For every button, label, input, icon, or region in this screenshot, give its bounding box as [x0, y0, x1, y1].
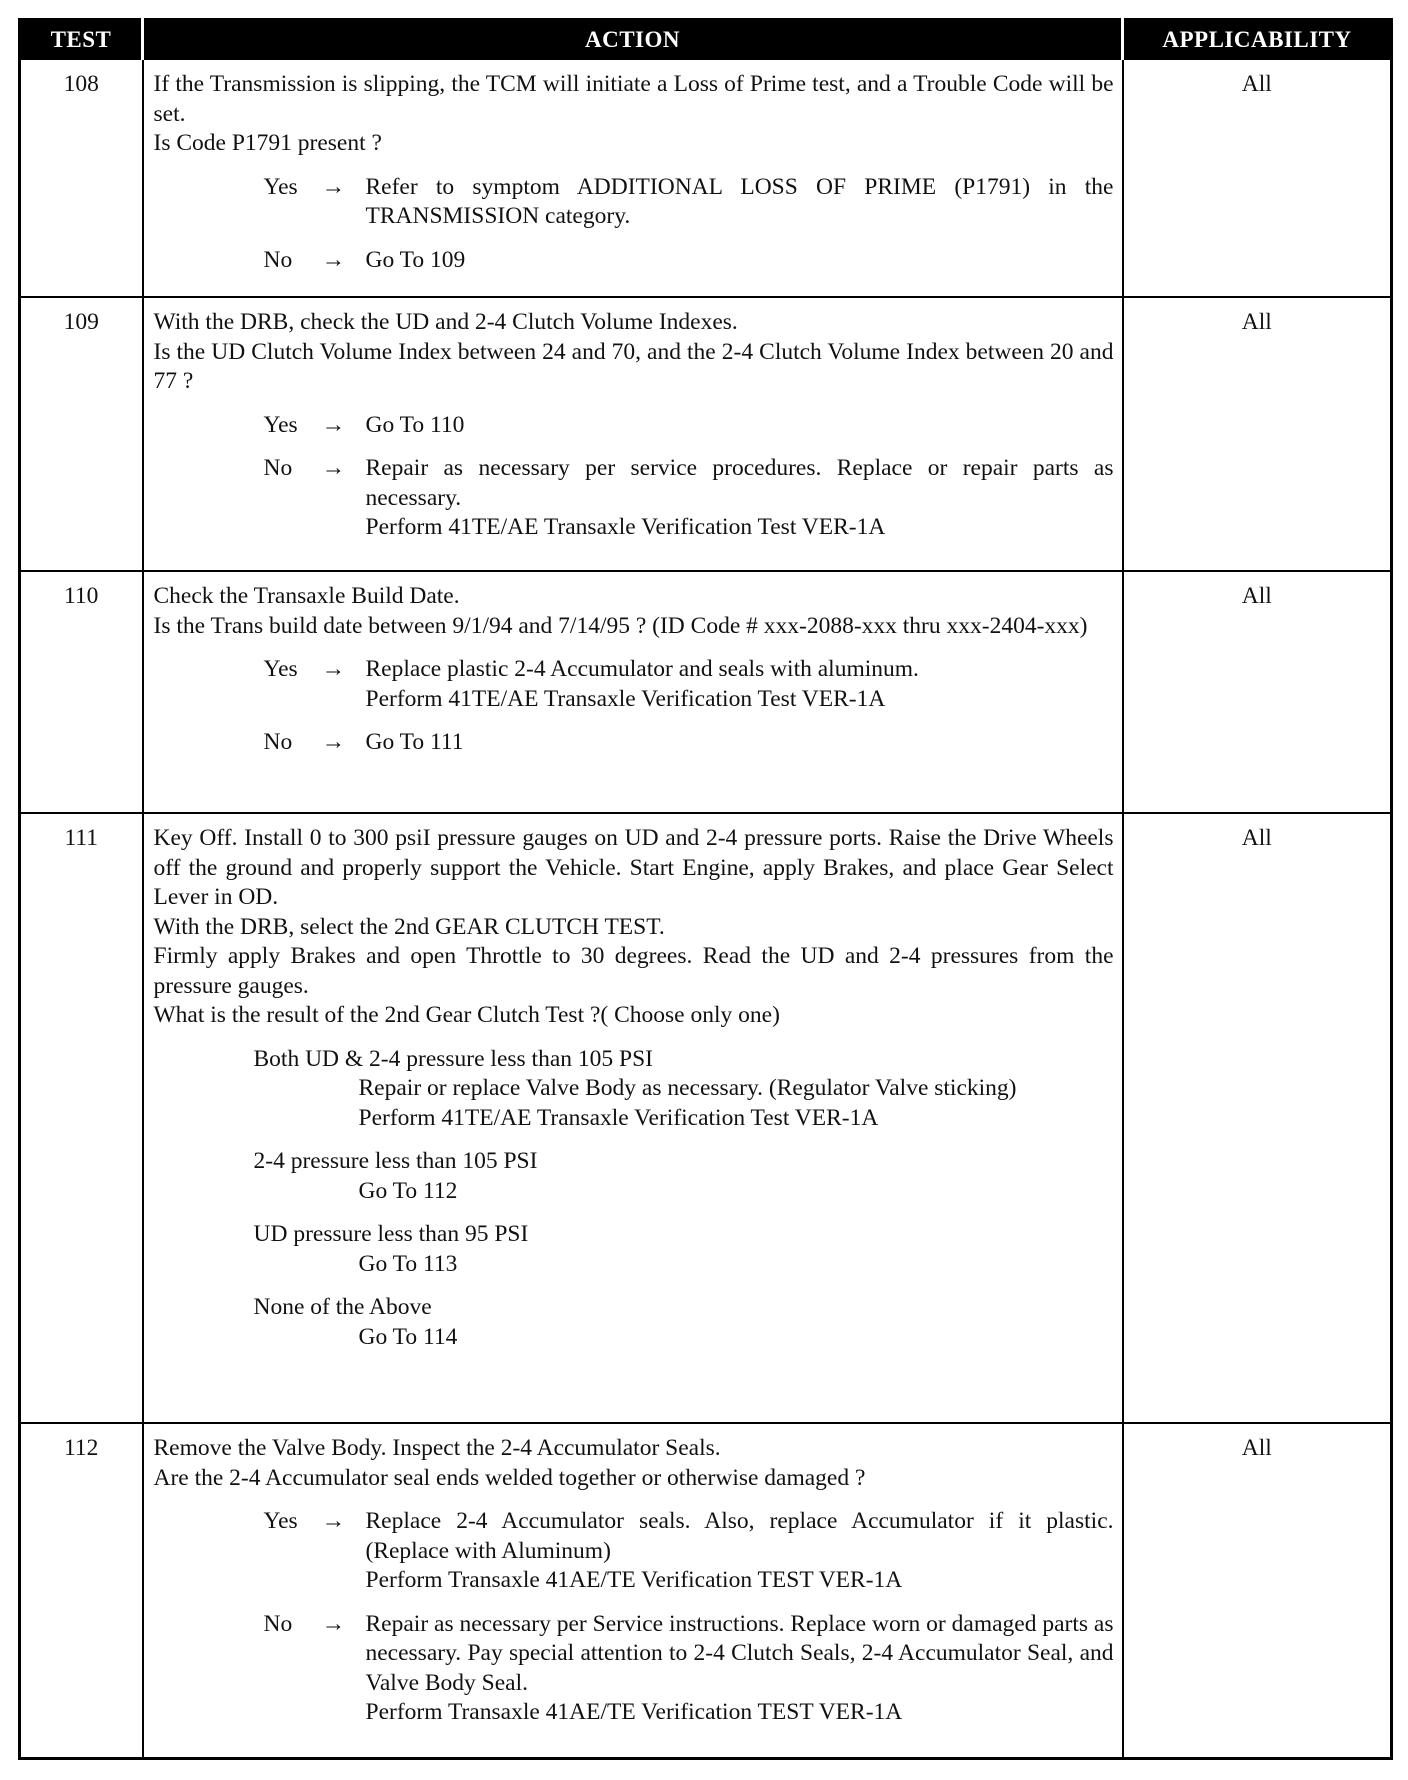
- diagnostic-table: [18, 18, 1393, 1760]
- arrow-right-icon: →: [321, 1508, 345, 1534]
- arrow-right-icon: →: [321, 411, 345, 438]
- question-text: Remove the Valve Body. Inspect the 2-4 Accumulator Seals. Are the 2-4 Accumulator seal ends welded together or otherwise damaged ?: [153, 1435, 866, 1491]
- arrow-right-icon: →: [321, 173, 345, 200]
- response-yes: Yes → Replace plastic 2-4 Accumulator and seals with aluminum. Perform 41TE/AE Transaxle Verification Test VER-1A: [154, 655, 1114, 714]
- response-no: No → Go To 109: [154, 246, 1114, 276]
- option-2-4-low: 2-4 pressure less than 105 PSI Go To 112: [253, 1148, 538, 1204]
- option-none: None of the Above Go To 114: [253, 1294, 458, 1350]
- response-no: No → Go To 111: [154, 728, 1114, 758]
- arrow-right-icon: →: [321, 1610, 345, 1637]
- question-text: Key Off. Install 0 to 300 psiI pressure gauges on UD and 2-4 pressure ports. Raise the Drive Wheels off the ground and properly support the Vehicle. Start Engine, apply Brakes, and place Gear Select Lever in OD. With the DRB, select the 2nd GEAR CLUTCH TEST. Firmly apply Brakes and open Throttle to 30 degrees. Read the UD and 2-4 pressures from the pressure gauges. What is the result of the 2nd Gear Clutch Test ?( Choose only one): [153, 825, 1114, 1028]
- table-row-test-112: [20, 1423, 1392, 1759]
- table-row-test-111: [20, 813, 1392, 1423]
- table-row-test-108: [20, 59, 1392, 297]
- applicability-value: All: [1123, 59, 1392, 297]
- table-header-row: [20, 20, 1392, 60]
- diagnostic-procedure-page: [18, 18, 1390, 1760]
- response-yes: Yes → Go To 110: [154, 411, 1114, 441]
- action-cell: [143, 813, 1123, 1423]
- response-yes: Yes → Refer to symptom ADDITIONAL LOSS OF PRIME (P1791) in the TRANSMISSION category.: [154, 173, 1114, 232]
- response-yes: Yes → Replace 2-4 Accumulator seals. Also, replace Accumulator if it plastic. (Replace with Aluminum) Perform Transaxle 41AE/TE Verification TEST VER-1A: [154, 1507, 1114, 1596]
- header-applicability: APPLICABILITY: [1123, 20, 1392, 60]
- table-row-test-109: [20, 297, 1392, 571]
- header-test: TEST: [20, 20, 143, 60]
- response-no: No → Repair as necessary per Service instructions. Replace worn or damaged parts as necessary. Pay special attention to 2-4 Clutch Seals, 2-4 Accumulator Seal, and Valve Body Seal. Perform Transaxle 41AE/TE Verification TEST VER-1A: [154, 1610, 1114, 1728]
- question-text: Check the Transaxle Build Date. Is the Trans build date between 9/1/94 and 7/14/95 ? (ID Code # xxx-2088-xxx thru xxx-2404-xxx): [153, 583, 1088, 639]
- test-number: 109: [20, 297, 143, 571]
- test-number: 110: [20, 571, 143, 813]
- applicability-value: All: [1123, 1423, 1392, 1759]
- action-cell: [143, 571, 1123, 813]
- action-cell: [143, 297, 1123, 571]
- applicability-value: All: [1123, 571, 1392, 813]
- question-text: If the Transmission is slipping, the TCM will initiate a Loss of Prime test, and a Trouble Code will be set. Is Code P1791 present ?: [153, 71, 1114, 156]
- arrow-right-icon: →: [321, 729, 345, 755]
- response-no: No → Repair as necessary per service procedures. Replace or repair parts as necessary. Perform 41TE/AE Transaxle Verification Test VER-1A: [154, 454, 1114, 543]
- table-row-test-110: [20, 571, 1392, 813]
- test-number: 111: [20, 813, 143, 1423]
- test-number: 108: [20, 59, 143, 297]
- applicability-value: All: [1123, 297, 1392, 571]
- action-cell: [143, 1423, 1123, 1759]
- action-cell: [143, 59, 1123, 297]
- arrow-right-icon: →: [321, 246, 345, 273]
- test-number: 112: [20, 1423, 143, 1759]
- arrow-right-icon: →: [321, 455, 345, 481]
- option-ud-low: UD pressure less than 95 PSI Go To 113: [253, 1221, 529, 1277]
- option-both-low: Both UD & 2-4 pressure less than 105 PSI Repair or replace Valve Body as necessary. (Regulator Valve sticking) Perform 41TE/AE Transaxle Verification Test VER-1A: [253, 1045, 1017, 1131]
- applicability-value: All: [1123, 813, 1392, 1423]
- question-text: With the DRB, check the UD and 2-4 Clutch Volume Indexes. Is the UD Clutch Volume Index between 24 and 70, and the 2-4 Clutch Volume Index between 20 and 77 ?: [153, 309, 1114, 394]
- arrow-right-icon: →: [321, 656, 345, 682]
- header-action: ACTION: [143, 20, 1123, 60]
